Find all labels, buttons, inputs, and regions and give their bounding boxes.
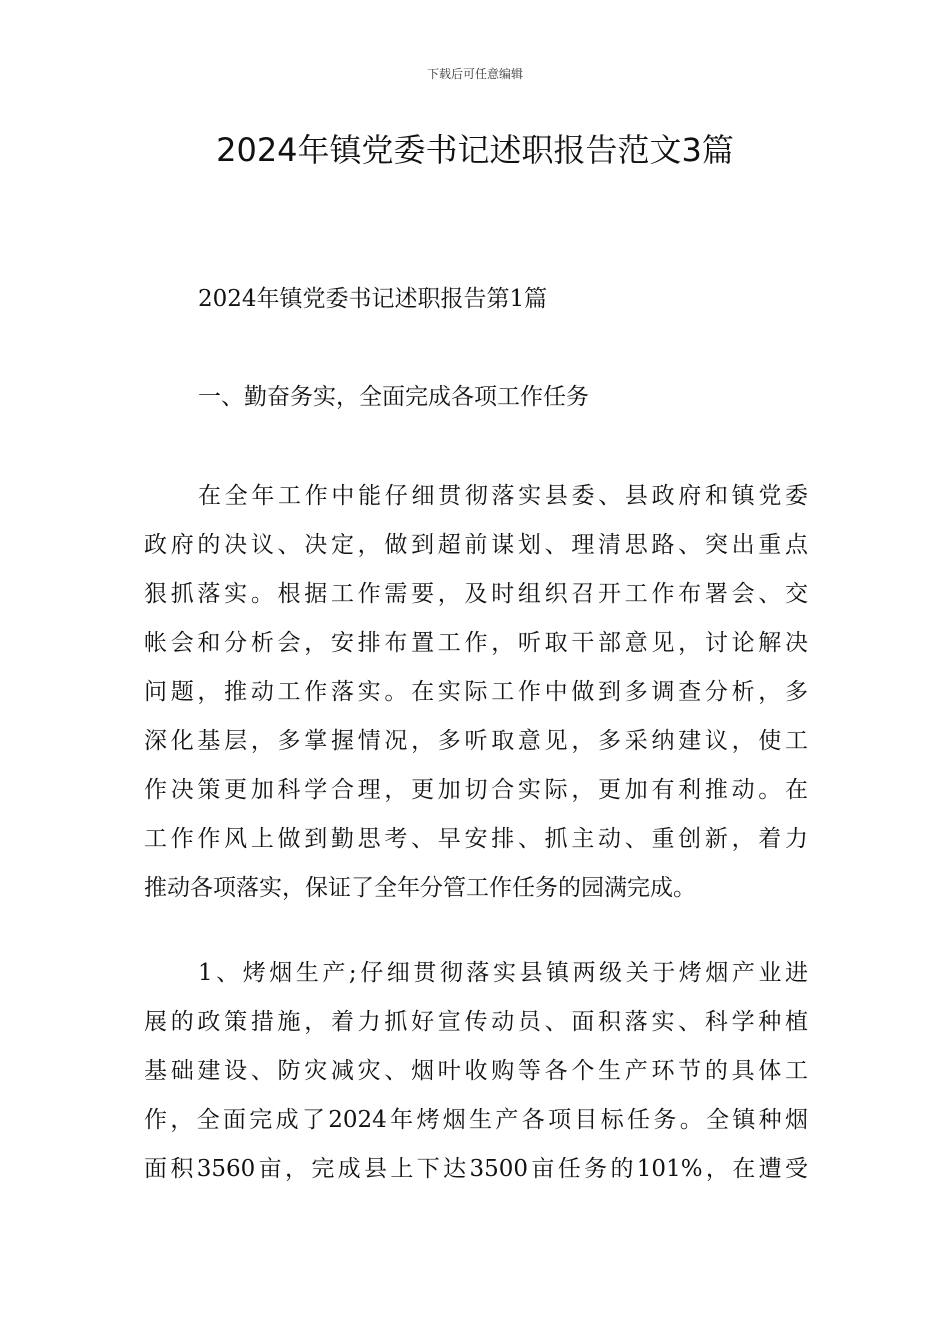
paragraph-work-summary: [144, 472, 808, 913]
paragraph-line: 展的政策措施，着力抓好宣传动员、面积落实、科学种植: [144, 1009, 808, 1035]
paragraph-line: 1、烤烟生产;仔细贯彻落实县镇两级关于烤烟产业进: [198, 960, 808, 986]
download-note: 下载后可任意编辑: [426, 67, 523, 81]
paragraph-line: 作，全面完成了2024年烤烟生产各项目标任务。全镇种烟: [144, 1107, 808, 1133]
paragraph-line: 推动各项落实，保证了全年分管工作任务的园满完成。: [144, 875, 696, 901]
document-title: 2024年镇党委书记述职报告范文3篇: [216, 131, 734, 169]
paragraph-line: 问题，推动工作落实。在实际工作中做到多调查分析，多: [144, 679, 808, 705]
paragraph-line: 在全年工作中能仔细贯彻落实县委、县政府和镇党委: [198, 483, 808, 509]
paragraph-tobacco-production: [144, 949, 808, 1194]
report-subtitle: 2024年镇党委书记述职报告第1篇: [198, 286, 548, 312]
paragraph-line: 深化基层，多掌握情况，多听取意见，多采纳建议，使工: [144, 728, 808, 754]
section-heading: 一、勤奋务实，全面完成各项工作任务: [198, 384, 589, 410]
paragraph-line: 面积3560亩，完成县上下达3500亩任务的101%，在遭受: [144, 1156, 808, 1182]
paragraph-line: 狠抓落实。根据工作需要，及时组织召开工作布署会、交: [144, 581, 808, 607]
paragraph-line: 作决策更加科学合理，更加切合实际，更加有利推动。在: [144, 777, 808, 803]
paragraph-line: 政府的决议、决定，做到超前谋划、理清思路、突出重点: [144, 532, 808, 558]
paragraph-line: 帐会和分析会，安排布置工作，听取干部意见，讨论解决: [144, 630, 808, 656]
paragraph-line: 基础建设、防灾减灾、烟叶收购等各个生产环节的具体工: [144, 1058, 808, 1084]
paragraph-line: 工作作风上做到勤思考、早安排、抓主动、重创新，着力: [144, 826, 808, 852]
